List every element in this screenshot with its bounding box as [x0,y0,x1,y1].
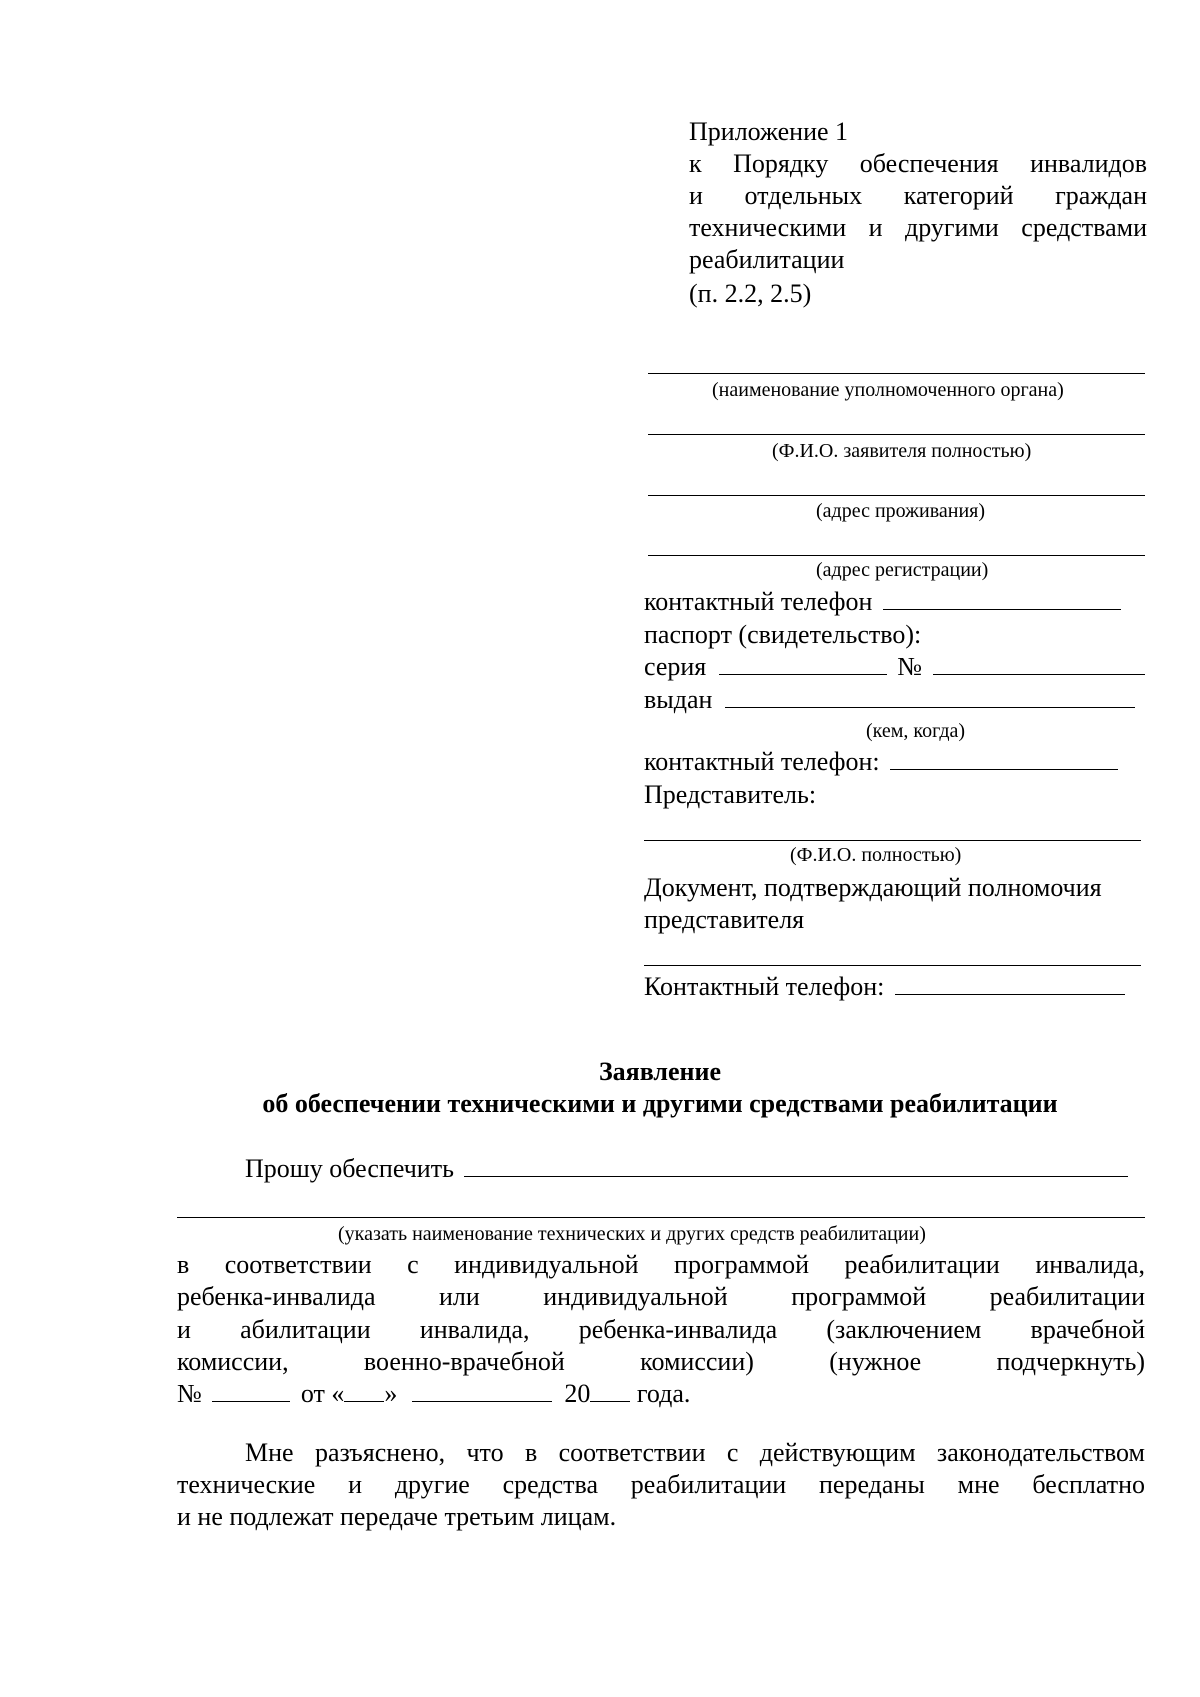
phone2-label: контактный телефон: [644,747,880,776]
authority-caption: (наименование уполномоченного органа) [712,379,1064,401]
request-row [245,1153,1128,1185]
authority-line[interactable] [648,373,1145,374]
body-line-4: комиссии, военно-врачебной комиссии) (нужное подчеркнуть) [177,1347,1145,1376]
year-prefix: 20 [564,1379,591,1408]
explain-line-2: технические и другие средства реабилитации переданы мне бесплатно [177,1470,1145,1499]
date-from: от « [300,1379,345,1408]
representative-line[interactable] [644,840,1141,841]
explain-line-1: Мне разъяснено, что в соответствии с действующим законодательством [245,1438,1145,1467]
phone3-field[interactable] [895,972,1125,995]
appendix-line-4: реабилитации [689,245,845,274]
means-caption: (указать наименование технических и других средств реабилитации) [338,1223,926,1245]
phone2-row [644,746,1118,778]
appendix-line-1: к Порядку обеспечения инвалидов [689,149,1147,178]
date-row [177,1378,690,1410]
phone-row [644,586,1121,618]
issued-caption: (кем, когда) [866,720,966,742]
series-label: серия [644,652,707,681]
body-line-3: и абилитации инвалида, ребенка-инвалида (заключением врачебной [177,1315,1145,1344]
month-field[interactable] [412,1379,552,1402]
phone3-label: Контактный телефон: [644,972,885,1001]
means-line[interactable] [177,1217,1145,1218]
issued-field[interactable] [725,685,1135,708]
appendix-title: Приложение 1 [689,117,849,146]
doc-number-field[interactable] [212,1379,290,1402]
number-sign: № [897,652,923,681]
body-line-1: в соответствии с индивидуальной программой реабилитации инвалида, [177,1250,1145,1279]
series-field[interactable] [719,652,887,675]
statement-title: Заявление [598,1057,722,1086]
representative-label: Представитель: [644,780,817,809]
passport-label: паспорт (свидетельство): [644,620,922,649]
explain-line-3: и не подлежат передаче третьим лицам. [177,1502,617,1531]
phone2-field[interactable] [890,747,1118,770]
registration-line[interactable] [648,555,1145,556]
date-close-quote: » [384,1379,398,1408]
number-field[interactable] [933,652,1145,675]
issued-label: выдан [644,685,713,714]
body-line-2: ребенка-инвалида или индивидуальной программой реабилитации [177,1282,1145,1311]
phone-field[interactable] [883,587,1121,610]
statement-subtitle: об обеспечении техническими и другими средствами реабилитации [262,1089,1058,1118]
phone3-row [644,971,1125,1003]
representative-caption: (Ф.И.О. полностью) [790,844,962,866]
appendix-line-3: техническими и другими средствами [689,213,1147,242]
issued-row [644,684,1135,716]
day-field[interactable] [344,1379,384,1402]
year-suffix: года. [636,1379,691,1408]
appendix-line-2: и отдельных категорий граждан [689,181,1147,210]
appendix-ref: (п. 2.2, 2.5) [689,279,812,308]
year-field[interactable] [590,1379,630,1402]
series-row [644,651,1145,683]
applicant-line[interactable] [648,434,1145,435]
date-number-sign: № [177,1379,202,1408]
doc-line[interactable] [644,965,1141,966]
doc-line-2: представителя [644,905,805,934]
applicant-caption: (Ф.И.О. заявителя полностью) [772,440,1032,462]
registration-caption: (адрес регистрации) [816,559,989,581]
phone-label: контактный телефон [644,587,873,616]
doc-line-1: Документ, подтверждающий полномочия [644,873,1102,902]
residence-caption: (адрес проживания) [816,500,986,522]
request-field[interactable] [464,1154,1128,1177]
residence-line[interactable] [648,495,1145,496]
request-label: Прошу обеспечить [245,1154,454,1183]
